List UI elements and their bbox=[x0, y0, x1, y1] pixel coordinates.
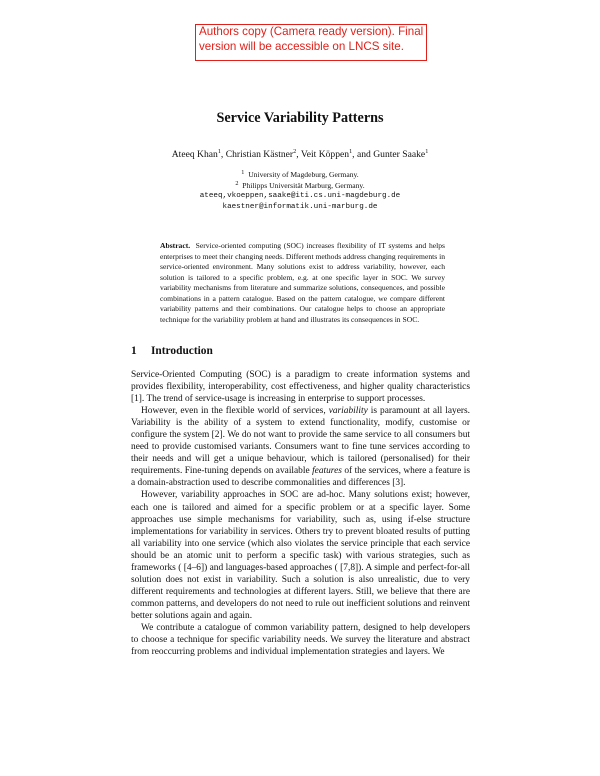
author-name: Ateeq Khan bbox=[171, 149, 218, 160]
paragraph: However, variability approaches in SOC are ad-hoc. Many solutions exist; however, each one is tailored and aimed for a specific problem or at a specific layer. Some approaches use simple mechanisms for variability, such as, using if-else structure implementations for variability in services. Others try to prevent bloated results of putting all variability into one service (which also violates the service principle that each service should be an atomic unit to perform a specific task) with various strategies, such as frameworks ( [4–6]) and languages-based approaches ( [7,8]). A simple and perfect-for-all solution does not exist in variability. Such a solution is also unrealistic, due to very different requirements and technologies at different layers. Still, we believe that there are common patterns, and developers do not need to rule out inefficient solutions and reinvent better solutions again and again. bbox=[131, 490, 470, 621]
affiliation-text: Philipps Universität Marburg, Germany. bbox=[242, 181, 365, 190]
author-affil-mark: 1 bbox=[217, 148, 221, 155]
affiliation-mark: 2 bbox=[235, 180, 239, 187]
abstract-text: Service-oriented computing (SOC) increases flexibility of IT systems and helps enterprises to meet their changing needs. Different methods address changing requirements in service-oriented environment. Many solutions exist to address variability, however, each solution is tailored to a specific problem, e.g. at one specific layer in SOC. We survey variability mechanisms from literature and summarize solutions, consequences, and possible combinations in a pattern catalogue. Based on the pattern catalogue, we compare different variability patterns and their combinations. Our catalogue helps to choose an appropriate technique for the variability problem at hand and illustrates its consequences in SOC. bbox=[160, 241, 445, 324]
emphasis: features bbox=[312, 466, 342, 477]
affiliation-mark: 1 bbox=[241, 169, 245, 176]
paper-title: Service Variability Patterns bbox=[216, 110, 384, 126]
camera-ready-notice bbox=[195, 24, 427, 61]
author-separator: , and bbox=[352, 149, 374, 160]
paragraph: We contribute a catalogue of common variability pattern, designed to help developers to choose a technique for specific variability needs. We survey the literature and abstract from reoccurring problems and individual implementation strategies and layers. We bbox=[131, 622, 470, 658]
author-name: Veit Köppen bbox=[300, 149, 350, 160]
author-separator: , bbox=[296, 149, 301, 160]
paragraph-span: However, even in the flexible world of services, bbox=[141, 406, 329, 417]
paragraph: Service-Oriented Computing (SOC) is a paradigm to create information systems and provides flexibility, interoperability, cost effectiveness, and higher quality characteristics [1]. The trend of service-usage is increasing in enterprise to support processes. bbox=[131, 370, 470, 405]
affiliation-2 bbox=[0, 181, 600, 190]
abstract-label: Abstract. bbox=[160, 241, 191, 250]
body-text bbox=[131, 369, 470, 658]
author-list bbox=[0, 149, 600, 160]
notice-line-2: version will be accessible on LNCS site. bbox=[199, 39, 404, 53]
paragraph-span: is paramount at all layers. Variability is the ability of a system to extend functionality, modify, customise or configure the system [2]. We do not want to provide the same service to all consumers but need to provide customised variants. Consumers want to fine tune services according to their needs and will get a unique behaviour, which is tailored (personalised) for their requirements. Fine-tuning depends on available bbox=[131, 406, 470, 477]
notice-line-1: Authors copy (Camera ready version). Final bbox=[199, 25, 424, 38]
author-affil-mark: 1 bbox=[349, 148, 353, 155]
section-title: Introduction bbox=[151, 345, 213, 357]
author-separator: , bbox=[220, 149, 226, 160]
author-name: Christian Kästner bbox=[225, 149, 294, 160]
affiliation-1 bbox=[0, 170, 600, 179]
author-affil-mark: 2 bbox=[293, 148, 297, 155]
paragraph-span: of the services, where a feature is a domain-abstraction used to describe commonalities and differences [3]. bbox=[131, 466, 470, 489]
paragraph bbox=[131, 405, 470, 489]
section-number: 1 bbox=[131, 345, 137, 357]
abstract bbox=[160, 241, 445, 325]
author-name: Gunter Saake bbox=[373, 149, 426, 160]
email-line-2: kaestner@informatik.uni-marburg.de bbox=[222, 203, 378, 211]
affiliation-text: University of Magdeburg, Germany. bbox=[248, 170, 359, 179]
section-heading bbox=[131, 345, 213, 357]
emphasis: variability bbox=[328, 406, 368, 417]
author-affil-mark: 1 bbox=[425, 148, 429, 155]
email-line-1: ateeq,vkoeppen,saake@iti.cs.uni-magdeburg.de bbox=[199, 192, 401, 200]
